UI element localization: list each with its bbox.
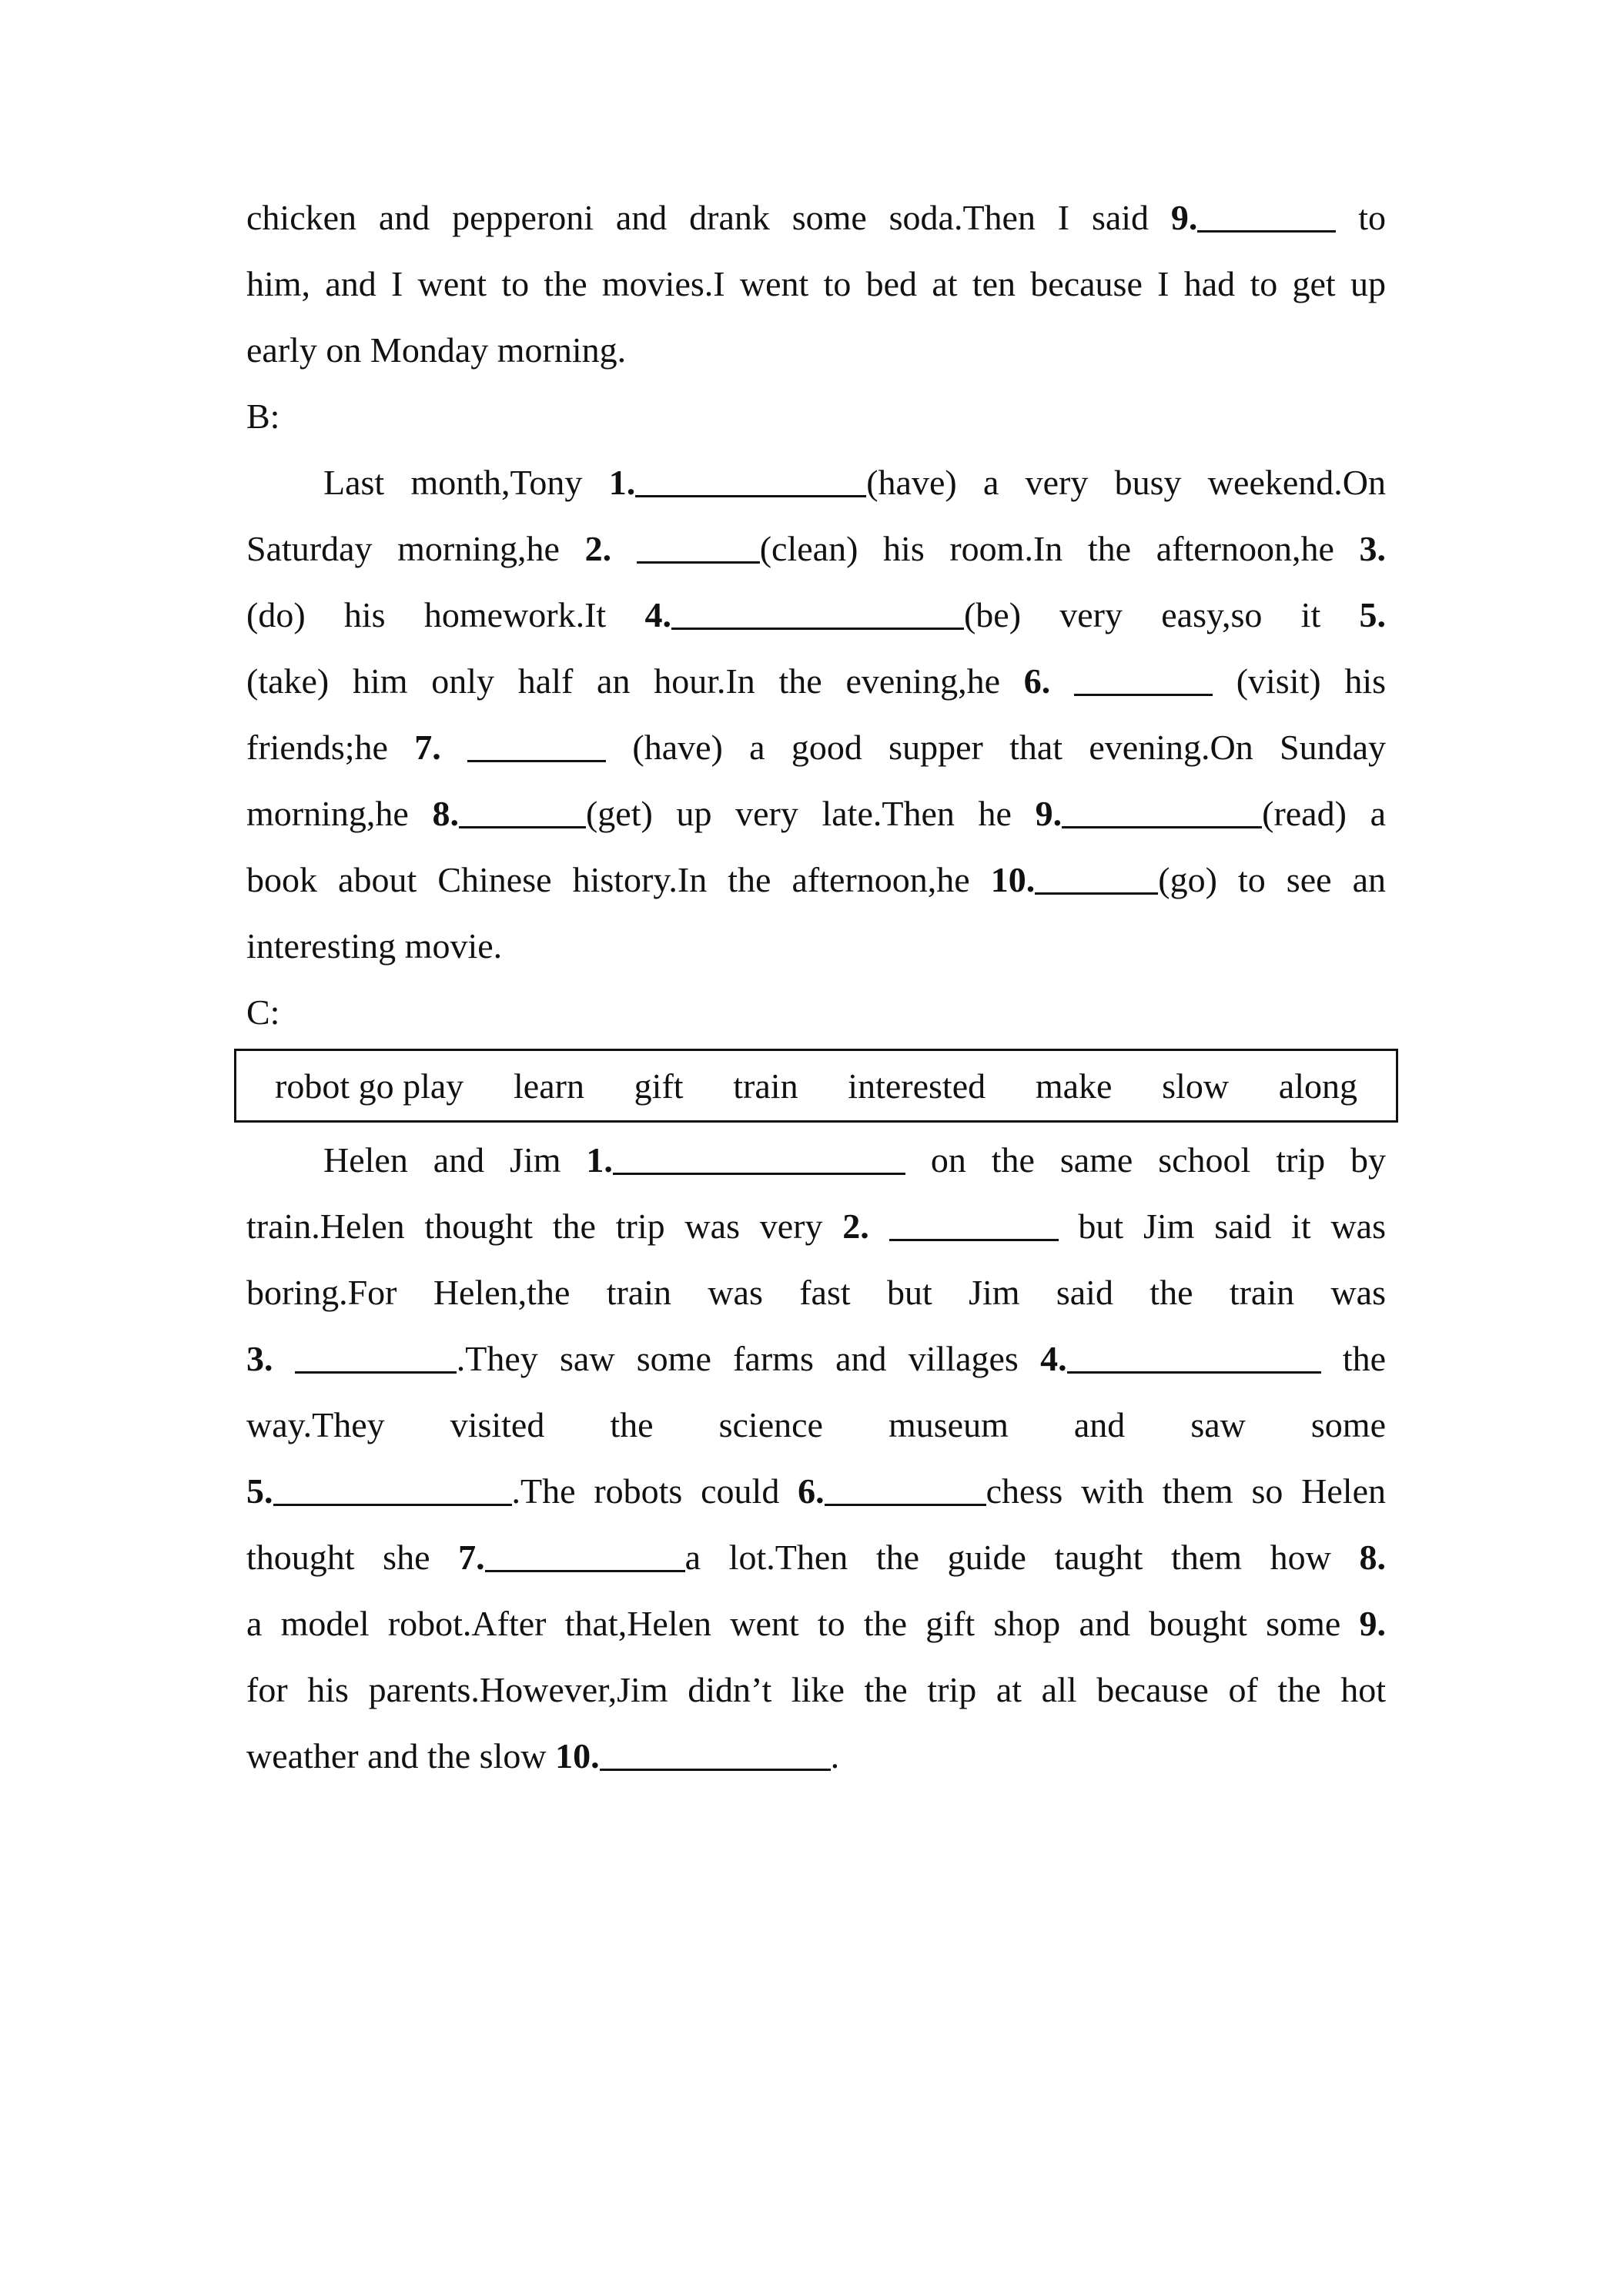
text: .The robots could [511,1471,780,1511]
answer-blank[interactable] [467,726,606,762]
section-b-line-4 [246,648,1386,715]
section-c-line-3: boring.For Helen,the train was fast but Jim said the train was [246,1273,1386,1312]
text: Helen and Jim [323,1140,561,1180]
blank-number: 7. [414,728,441,767]
blank-number: 10. [990,860,1036,899]
section-c-line-7 [246,1525,1386,1591]
text: chess with them so Helen [986,1471,1386,1511]
text: (do) his homework.It [246,595,607,634]
blank-number: 5. [246,1471,273,1511]
section-c-line-10 [246,1723,1386,1789]
blank-number: 3. [1359,529,1387,568]
word-bank-item: robot go play [275,1066,464,1106]
answer-blank[interactable] [295,1337,457,1374]
section-c-line-2 [246,1193,1386,1260]
answer-blank[interactable] [273,1470,512,1506]
text: weather and the slow [246,1736,547,1776]
answer-blank[interactable] [889,1205,1059,1241]
text: Last month,Tony [323,463,583,502]
section-b-line-8: interesting movie. [246,926,503,966]
text: but Jim said it was [1078,1207,1386,1246]
text: chicken and pepperoni and drank some soda.Then I said [246,198,1149,237]
blank-number: 1. [586,1140,613,1180]
section-b-line-2 [246,516,1386,582]
word-bank-item: gift [634,1066,684,1106]
blank-number: 6. [1023,661,1051,701]
blank-number: 8. [1359,1538,1387,1577]
text: (go) to see an [1158,860,1387,899]
section-c-line-5: way.They visited the science museum and saw some [246,1405,1386,1444]
answer-blank[interactable] [485,1536,685,1572]
word-bank-item: along [1278,1066,1357,1106]
section-b-line-7 [246,847,1386,913]
text: . [830,1736,840,1776]
blank-number: 5. [1359,595,1387,634]
answer-blank[interactable] [600,1735,831,1771]
text: (be) very easy,so it [963,595,1321,634]
blank-number: 2. [842,1207,869,1246]
text: (read) a [1262,794,1386,833]
answer-blank[interactable] [1197,196,1336,233]
answer-blank[interactable] [459,792,586,828]
blank-number: 4. [1040,1339,1067,1378]
blank-number: 9. [1035,794,1062,833]
blank-number: 1. [608,463,636,502]
word-bank-item: interested [848,1066,986,1106]
section-c-line-8 [246,1591,1386,1657]
section-c-line-9: for his parents.However,Jim didn’t like the trip at all because of the hot [246,1670,1386,1709]
section-c-line-4 [246,1326,1386,1392]
text: (take) him only half an hour.In the evening,he [246,661,1000,701]
text: on the same school trip by [930,1140,1387,1180]
text: morning,he [246,794,409,833]
text: friends;he [246,728,388,767]
text: Saturday morning,he [246,529,560,568]
text: (have) a good supper that evening.On Sunday [632,728,1387,767]
passage-a-line-2: him, and I went to the movies.I went to bed at ten because I had to get up [246,264,1386,303]
blank-number: 9. [1359,1604,1386,1643]
blank-number: 2. [584,529,612,568]
text: a lot.Then the guide taught them how [684,1538,1331,1577]
text: train.Helen thought the trip was very [246,1207,823,1246]
text: (have) a very busy weekend.On [866,463,1387,502]
text: thought she [246,1538,430,1577]
text: book about Chinese history.In the afternoon,he [246,860,970,899]
answer-blank[interactable] [1067,1337,1321,1374]
text: the [1342,1339,1387,1378]
word-bank-item: train [733,1066,798,1106]
answer-blank[interactable] [671,594,964,630]
answer-blank[interactable] [1074,660,1213,696]
section-c-label: C: [246,992,280,1032]
text: to [1358,198,1387,237]
section-b-line-6 [246,781,1386,847]
answer-blank[interactable] [825,1470,986,1506]
answer-blank[interactable] [637,527,760,564]
text: .They saw some farms and villages [456,1339,1019,1378]
blank-number: 10. [555,1736,600,1776]
word-bank-item: slow [1162,1066,1230,1106]
answer-blank[interactable] [1035,858,1158,895]
word-bank-item: learn [514,1066,584,1106]
section-c-line-1 [246,1127,1386,1193]
worksheet-page [246,185,1386,1789]
text: (visit) his [1236,661,1386,701]
section-b-label: B: [246,397,280,436]
blank-number: 9. [1170,198,1198,237]
section-b-line-1 [246,450,1386,516]
blank-number: 6. [798,1471,825,1511]
answer-blank[interactable] [1062,792,1262,828]
word-bank-box [234,1049,1398,1123]
text: (get) up very late.Then he [585,794,1012,833]
word-bank-item: make [1035,1066,1113,1106]
answer-blank[interactable] [613,1139,905,1175]
text: (clean) his room.In the afternoon,he [759,529,1334,568]
section-c-line-6 [246,1458,1386,1525]
blank-number: 3. [246,1339,273,1378]
answer-blank[interactable] [635,461,866,497]
section-b-line-3 [246,582,1386,648]
blank-number: 7. [458,1538,485,1577]
blank-number: 4. [644,595,671,634]
section-b-line-5 [246,715,1386,781]
passage-a-line-3: early on Monday morning. [246,330,627,370]
blank-number: 8. [432,794,459,833]
passage-a-line-1 [246,185,1386,251]
text: a model robot.After that,Helen went to the gift shop and bought some [246,1604,1341,1643]
